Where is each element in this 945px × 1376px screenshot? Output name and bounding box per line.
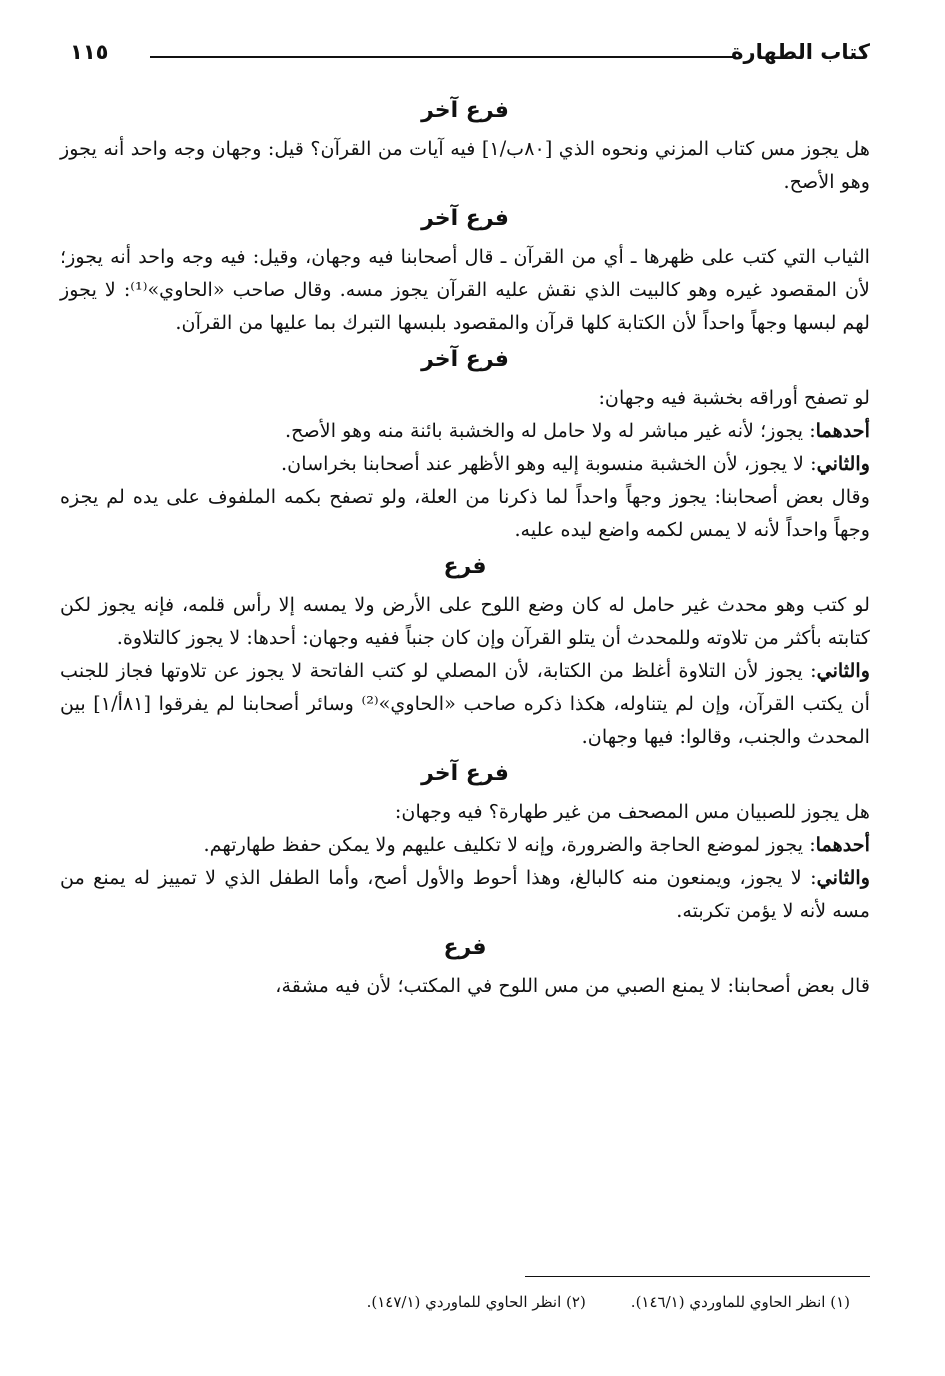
paragraph bbox=[60, 654, 870, 753]
paragraph-text: : يجوز لموضع الحاجة والضرورة، وإنه لا تكليف عليهم ولا يمكن حفظ طهارتهم. bbox=[203, 833, 816, 856]
paragraph bbox=[60, 795, 870, 828]
paragraph-text: : لا يجوز، لأن الخشبة منسوبة إليه وهو الأظهر عند أصحابنا بخراسان. bbox=[281, 452, 817, 475]
section-heading: فرع آخر bbox=[421, 347, 509, 372]
paragraph bbox=[60, 447, 870, 480]
book-page bbox=[60, 20, 870, 1350]
footnote-1: (١) انظر الحاوي للماوردي (١٤٦/١). bbox=[630, 1293, 850, 1311]
footnote-rule bbox=[525, 1276, 870, 1277]
paragraph-text: : يجوز لأن التلاوة أغلظ من الكتابة، لأن المصلي لو كتب الفاتحة لا يجوز عن تلاوتها فجاز للجنب أن يكتب القرآن، وإن لم يتناوله، هكذا ذكره صاحب «الحاوي»⁽²⁾ وسائر أصحابنا لم يفرقوا [٨١أ/١] بين المحدث والجنب، وقالوا: فيها وجهان. bbox=[60, 659, 870, 748]
paragraph bbox=[60, 480, 870, 546]
paragraph-text: : لا يجوز، ويمنعون منه كالبالغ، وهذا أحوط والأول أصح، وأما الطفل الذي لا تمييز له يمنع من مسه لأنه لا يؤمن تكربته. bbox=[60, 866, 870, 922]
section-heading: فرع bbox=[443, 554, 487, 579]
main-text bbox=[60, 90, 870, 1002]
paragraph bbox=[60, 414, 870, 447]
section-heading: فرع bbox=[443, 935, 487, 960]
paragraph-text: وقال بعض أصحابنا: يجوز وجهاً واحداً لما ذكرنا من العلة، ولو تصفح بكمه الملفوف على يده لم يجزه وجهاً واحداً لأنه لا يمس لكمه واضع ليده عليه. bbox=[60, 485, 870, 541]
paragraph-text: قال بعض أصحابنا: لا يمنع الصبي من مس اللوح في المكتب؛ لأن فيه مشقة، bbox=[275, 974, 870, 997]
paragraph-text: الثياب التي كتب على ظهرها ـ أي من القرآن ـ قال أصحابنا فيه وجهان، وقيل: فيه وجه واحد أنه يجوز؛ لأن المقصود غيره وهو كالبيت الذي نقش عليه القرآن يجوز مسه. وقال صاحب «الحاوي»⁽¹⁾: لا يجوز لهم لبسها وجهاً واحداً لأن الكتابة كلها قرآن والمقصود بلبسها التبرك بما عليها من القرآن. bbox=[60, 245, 870, 334]
paragraph-lead: والثاني bbox=[816, 659, 870, 682]
paragraph-lead: والثاني bbox=[816, 452, 870, 475]
header-rule bbox=[150, 56, 735, 58]
paragraph bbox=[60, 861, 870, 927]
paragraph-text: هل يجوز مس كتاب المزني ونحوه الذي [٨٠ب/١] فيه آيات من القرآن؟ قيل: وجهان وجه واحد أنه يجوز وهو الأصح. bbox=[60, 137, 870, 193]
paragraph bbox=[60, 969, 870, 1002]
paragraph-lead: أحدهما bbox=[815, 419, 870, 442]
section-heading: فرع آخر bbox=[421, 206, 509, 231]
paragraph bbox=[60, 381, 870, 414]
paragraph bbox=[60, 828, 870, 861]
paragraph-text: هل يجوز للصبيان مس المصحف من غير طهارة؟ فيه وجهان: bbox=[394, 800, 870, 823]
section-heading: فرع آخر bbox=[421, 761, 509, 786]
paragraph bbox=[60, 240, 870, 339]
paragraph bbox=[60, 132, 870, 198]
paragraph-text: : يجوز؛ لأنه غير مباشر له ولا حامل له والخشبة بائنة منه وهو الأصح. bbox=[285, 419, 816, 442]
paragraph-text: لو كتب وهو محدث غير حامل له كان وضع اللوح على الأرض ولا يمسه إلا رأس قلمه، فإنه يجوز لكن كتابته بأكثر من تلاوته وللمحدث أن يتلو القرآن وإن كان جنباً ففيه وجهان: أحدها: لا يجوز كالتلاوة. bbox=[60, 593, 870, 649]
book-title: كتاب الطهارة bbox=[731, 40, 870, 64]
page-number: ١١٥ bbox=[70, 40, 109, 64]
footnote-2: (٢) انظر الحاوي للماوردي (١٤٧/١). bbox=[366, 1293, 586, 1311]
running-header bbox=[60, 34, 870, 74]
section-heading: فرع آخر bbox=[421, 98, 509, 123]
paragraph-lead: أحدهما bbox=[815, 833, 870, 856]
paragraph-text: لو تصفح أوراقه بخشبة فيه وجهان: bbox=[598, 386, 870, 409]
footnotes bbox=[367, 1290, 850, 1314]
paragraph-lead: والثاني bbox=[816, 866, 870, 889]
paragraph bbox=[60, 588, 870, 654]
